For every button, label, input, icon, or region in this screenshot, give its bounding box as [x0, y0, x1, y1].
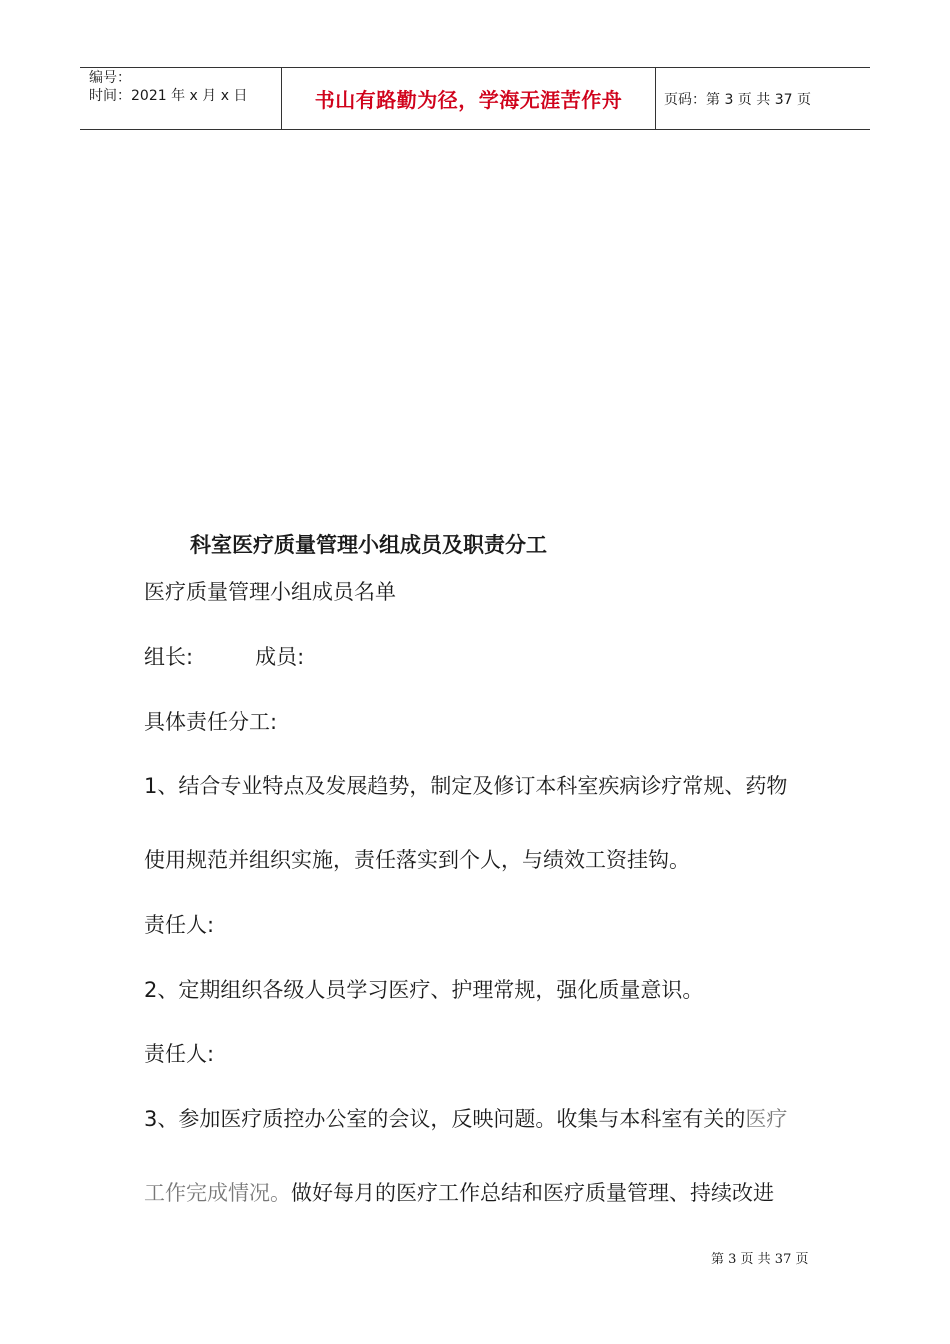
item3-line2 — [144, 1179, 774, 1207]
motto: 书山有路勤为径，学海无涯苦作舟 — [314, 88, 623, 112]
leader-label: 组长: — [144, 645, 194, 669]
item3-line2-text: 做好每月的医疗工作总结和医疗质量管理、持续改进 — [291, 1181, 774, 1205]
duty-heading: 具体责任分工: — [144, 710, 278, 734]
list-title: 医疗质量管理小组成员名单 — [144, 580, 396, 604]
responsible1: 责任人: — [144, 913, 215, 937]
item3-line2-link-text: 工作完成情况。 — [144, 1181, 291, 1205]
header-page-cell — [655, 68, 870, 129]
footer-page-number: 第 3 页 共 37 页 — [711, 1252, 809, 1267]
members-label: 成员: — [255, 645, 305, 669]
page-header — [80, 67, 870, 130]
item3-line1-link-text: 医疗 — [745, 1107, 788, 1131]
header-motto-cell — [281, 68, 656, 129]
members-line — [144, 643, 304, 671]
document-title: 科室医疗质量管理小组成员及职责分工 — [190, 533, 547, 557]
number-label: 编号： — [89, 70, 131, 86]
item2: 2、定期组织各级人员学习医疗、护理常规，强化质量意识。 — [144, 978, 704, 1002]
page-label: 页码：第 3 页 共 37 页 — [664, 91, 811, 108]
time-label: 时间：2021 年 x 月 x 日 — [89, 88, 248, 104]
item3-line1-text: 3、参加医疗质控办公室的会议，反映问题。收集与本科室有关的 — [144, 1107, 746, 1131]
item3-line1 — [144, 1105, 787, 1133]
item1-line1: 1、结合专业特点及发展趋势，制定及修订本科室疾病诊疗常规、药物 — [144, 774, 788, 798]
item1-line2: 使用规范并组织实施，责任落实到个人，与绩效工资挂钩。 — [144, 848, 690, 872]
responsible2: 责任人: — [144, 1042, 215, 1066]
header-meta — [80, 68, 280, 129]
